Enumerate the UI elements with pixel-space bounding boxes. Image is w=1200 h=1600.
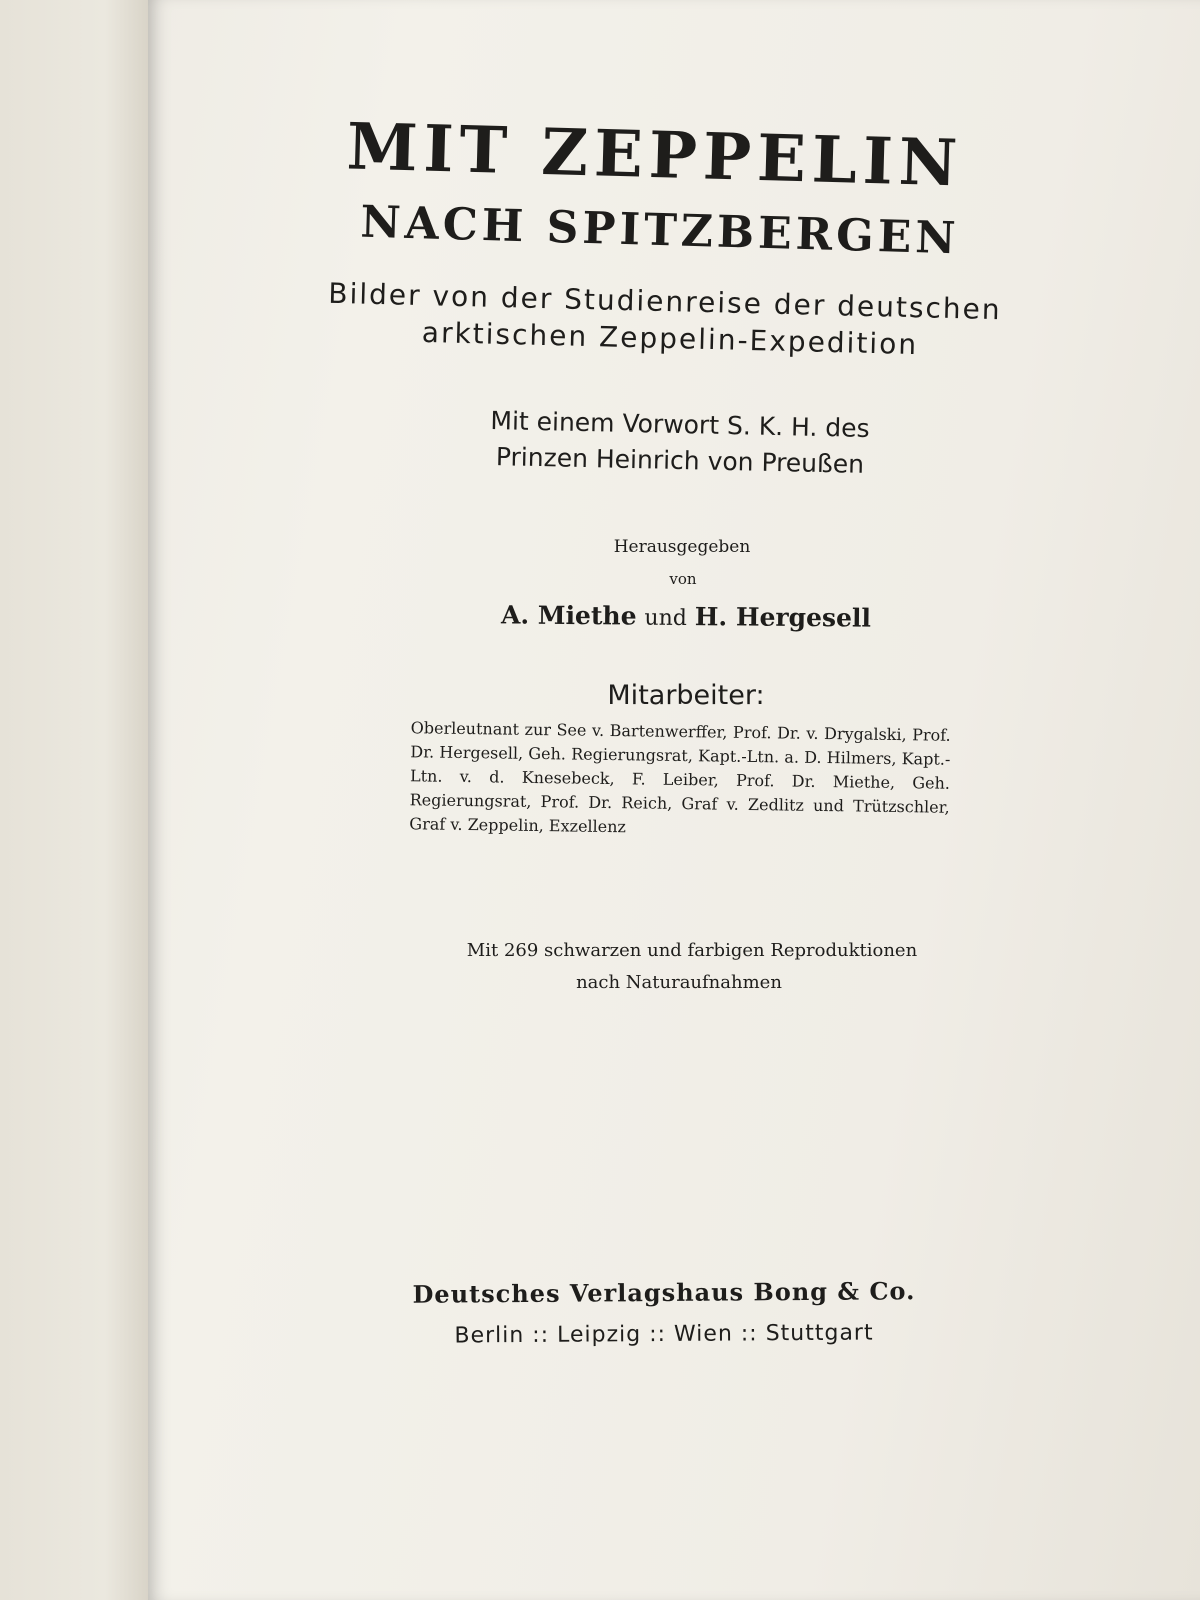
reproductions-line-2: nach Naturaufnahmen [576,972,782,993]
publisher-cities: Berlin :: Leipzig :: Wien :: Stuttgart [454,1320,874,1349]
by-label: von [669,570,697,588]
publisher-name: Deutsches Verlagshaus Bong & Co. [412,1276,916,1309]
reproductions-line-1: Mit 269 schwarzen und farbigen Reproduktionen [466,940,918,961]
editor-connector: und [644,605,688,632]
subtitle-line-1: Bilder von der Studienreise der deutschen [327,276,1003,327]
title-line-1: MIT ZEPPELIN [345,109,965,202]
edited-label: Herausgegeben [613,537,751,557]
contributors-heading: Mitarbeiter: [607,680,765,711]
editor-2: H. Hergesell [694,602,872,633]
title-line-2: NACH SPITZBERGEN [359,196,961,265]
preface-line-2: Prinzen Heinrich von Preußen [495,442,865,479]
preface-line-1: Mit einem Vorwort S. K. H. des [490,406,870,443]
contributors-list: Oberleutnant zur See v. Bartenwerffer, Prof. Dr. v. Drygalski, Prof. Dr. Hergesell, Geh. Regierungsrat, Kapt.-Ltn. a. D. Hilmers, Kapt.-Ltn. v. d. Knesebeck, F. Leiber, Prof. Dr. Miethe, Geh. Regierungsrat, Prof. Dr. Reich, Graf v. Zedlitz und Trützschler, Graf v. Zeppelin, Exzellenz [409,718,951,837]
editor-1: A. Miethe [500,600,637,631]
subtitle-line-2: arktischen Zeppelin-Expedition [421,315,919,362]
